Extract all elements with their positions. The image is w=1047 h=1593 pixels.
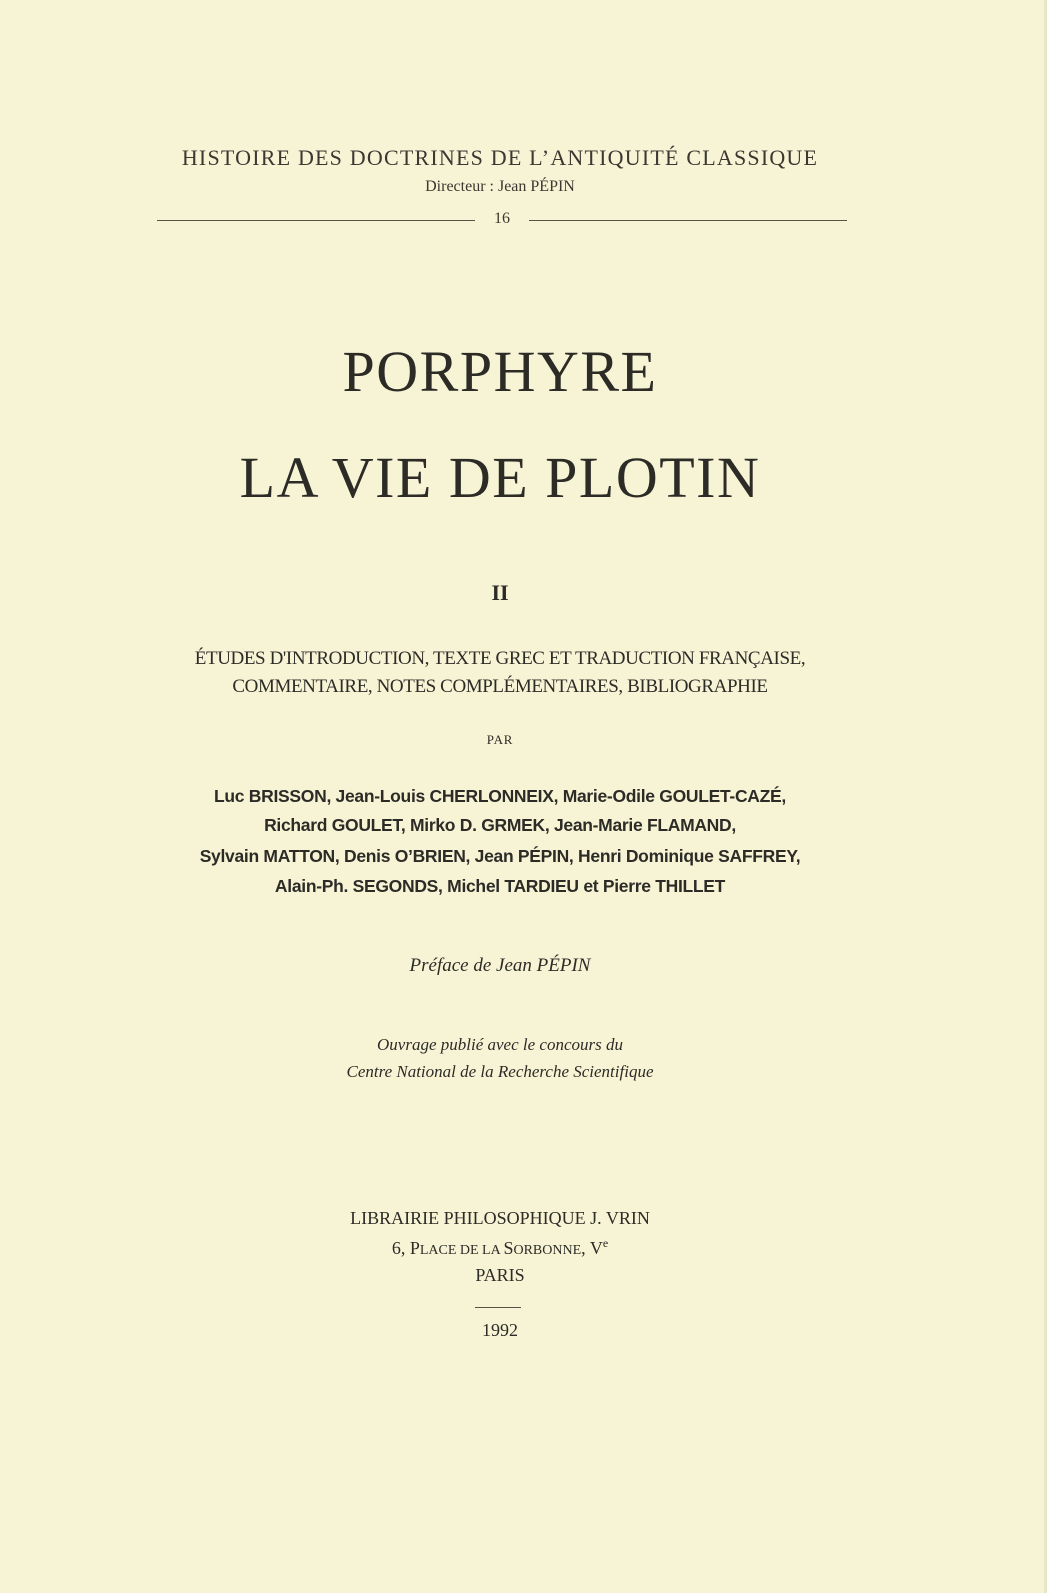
address-part: 6, P bbox=[391, 1238, 420, 1258]
address-part: , V bbox=[581, 1238, 603, 1258]
subtitle-line: COMMENTAIRE, NOTES COMPLÉMENTAIRES, BIBLIOGRAPHIE bbox=[232, 676, 768, 697]
support-line: Ouvrage publié avec le concours du bbox=[377, 1035, 623, 1054]
series-number: 16 bbox=[494, 210, 510, 227]
preface-credit: Préface de Jean PÉPIN bbox=[409, 955, 591, 976]
book-author: PORPHYRE bbox=[342, 339, 658, 404]
subtitle-line: ÉTUDES D'INTRODUCTION, TEXTE GREC ET TRADUCTION FRANÇAISE, bbox=[194, 648, 806, 669]
address-part: ORBONNE bbox=[513, 1243, 582, 1258]
publisher-address bbox=[0, 1236, 1000, 1259]
book-title: LA VIE DE PLOTIN bbox=[239, 445, 761, 510]
rule-left bbox=[157, 220, 475, 221]
contributors-line: Richard GOULET, Mirko D. GRMEK, Jean-Marie FLAMAND, bbox=[264, 815, 736, 835]
publisher-city: PARIS bbox=[475, 1265, 525, 1285]
volume-number: II bbox=[491, 580, 509, 605]
address-part: LACE DE LA bbox=[419, 1243, 504, 1258]
support-line: Centre National de la Recherche Scientifique bbox=[346, 1062, 654, 1081]
address-part: S bbox=[503, 1238, 514, 1258]
series-director: Directeur : Jean PÉPIN bbox=[425, 178, 575, 195]
rule-right bbox=[529, 220, 847, 221]
contributors-line: Alain-Ph. SEGONDS, Michel TARDIEU et Pierre THILLET bbox=[274, 876, 726, 896]
contributors-line: Luc BRISSON, Jean-Louis CHERLONNEIX, Marie-Odile GOULET-CAZÉ, bbox=[214, 786, 786, 806]
address-superscript: e bbox=[602, 1236, 609, 1250]
year-rule bbox=[475, 1307, 521, 1308]
series-number-rule bbox=[157, 210, 847, 230]
publisher-name: LIBRAIRIE PHILOSOPHIQUE J. VRIN bbox=[350, 1208, 650, 1228]
series-title: HISTOIRE DES DOCTRINES DE L’ANTIQUITÉ CLASSIQUE bbox=[181, 145, 819, 170]
publication-year: 1992 bbox=[482, 1320, 518, 1340]
par-label: PAR bbox=[486, 732, 514, 747]
contributors-line: Sylvain MATTON, Denis O’BRIEN, Jean PÉPIN, Henri Dominique SAFFREY, bbox=[199, 846, 801, 866]
